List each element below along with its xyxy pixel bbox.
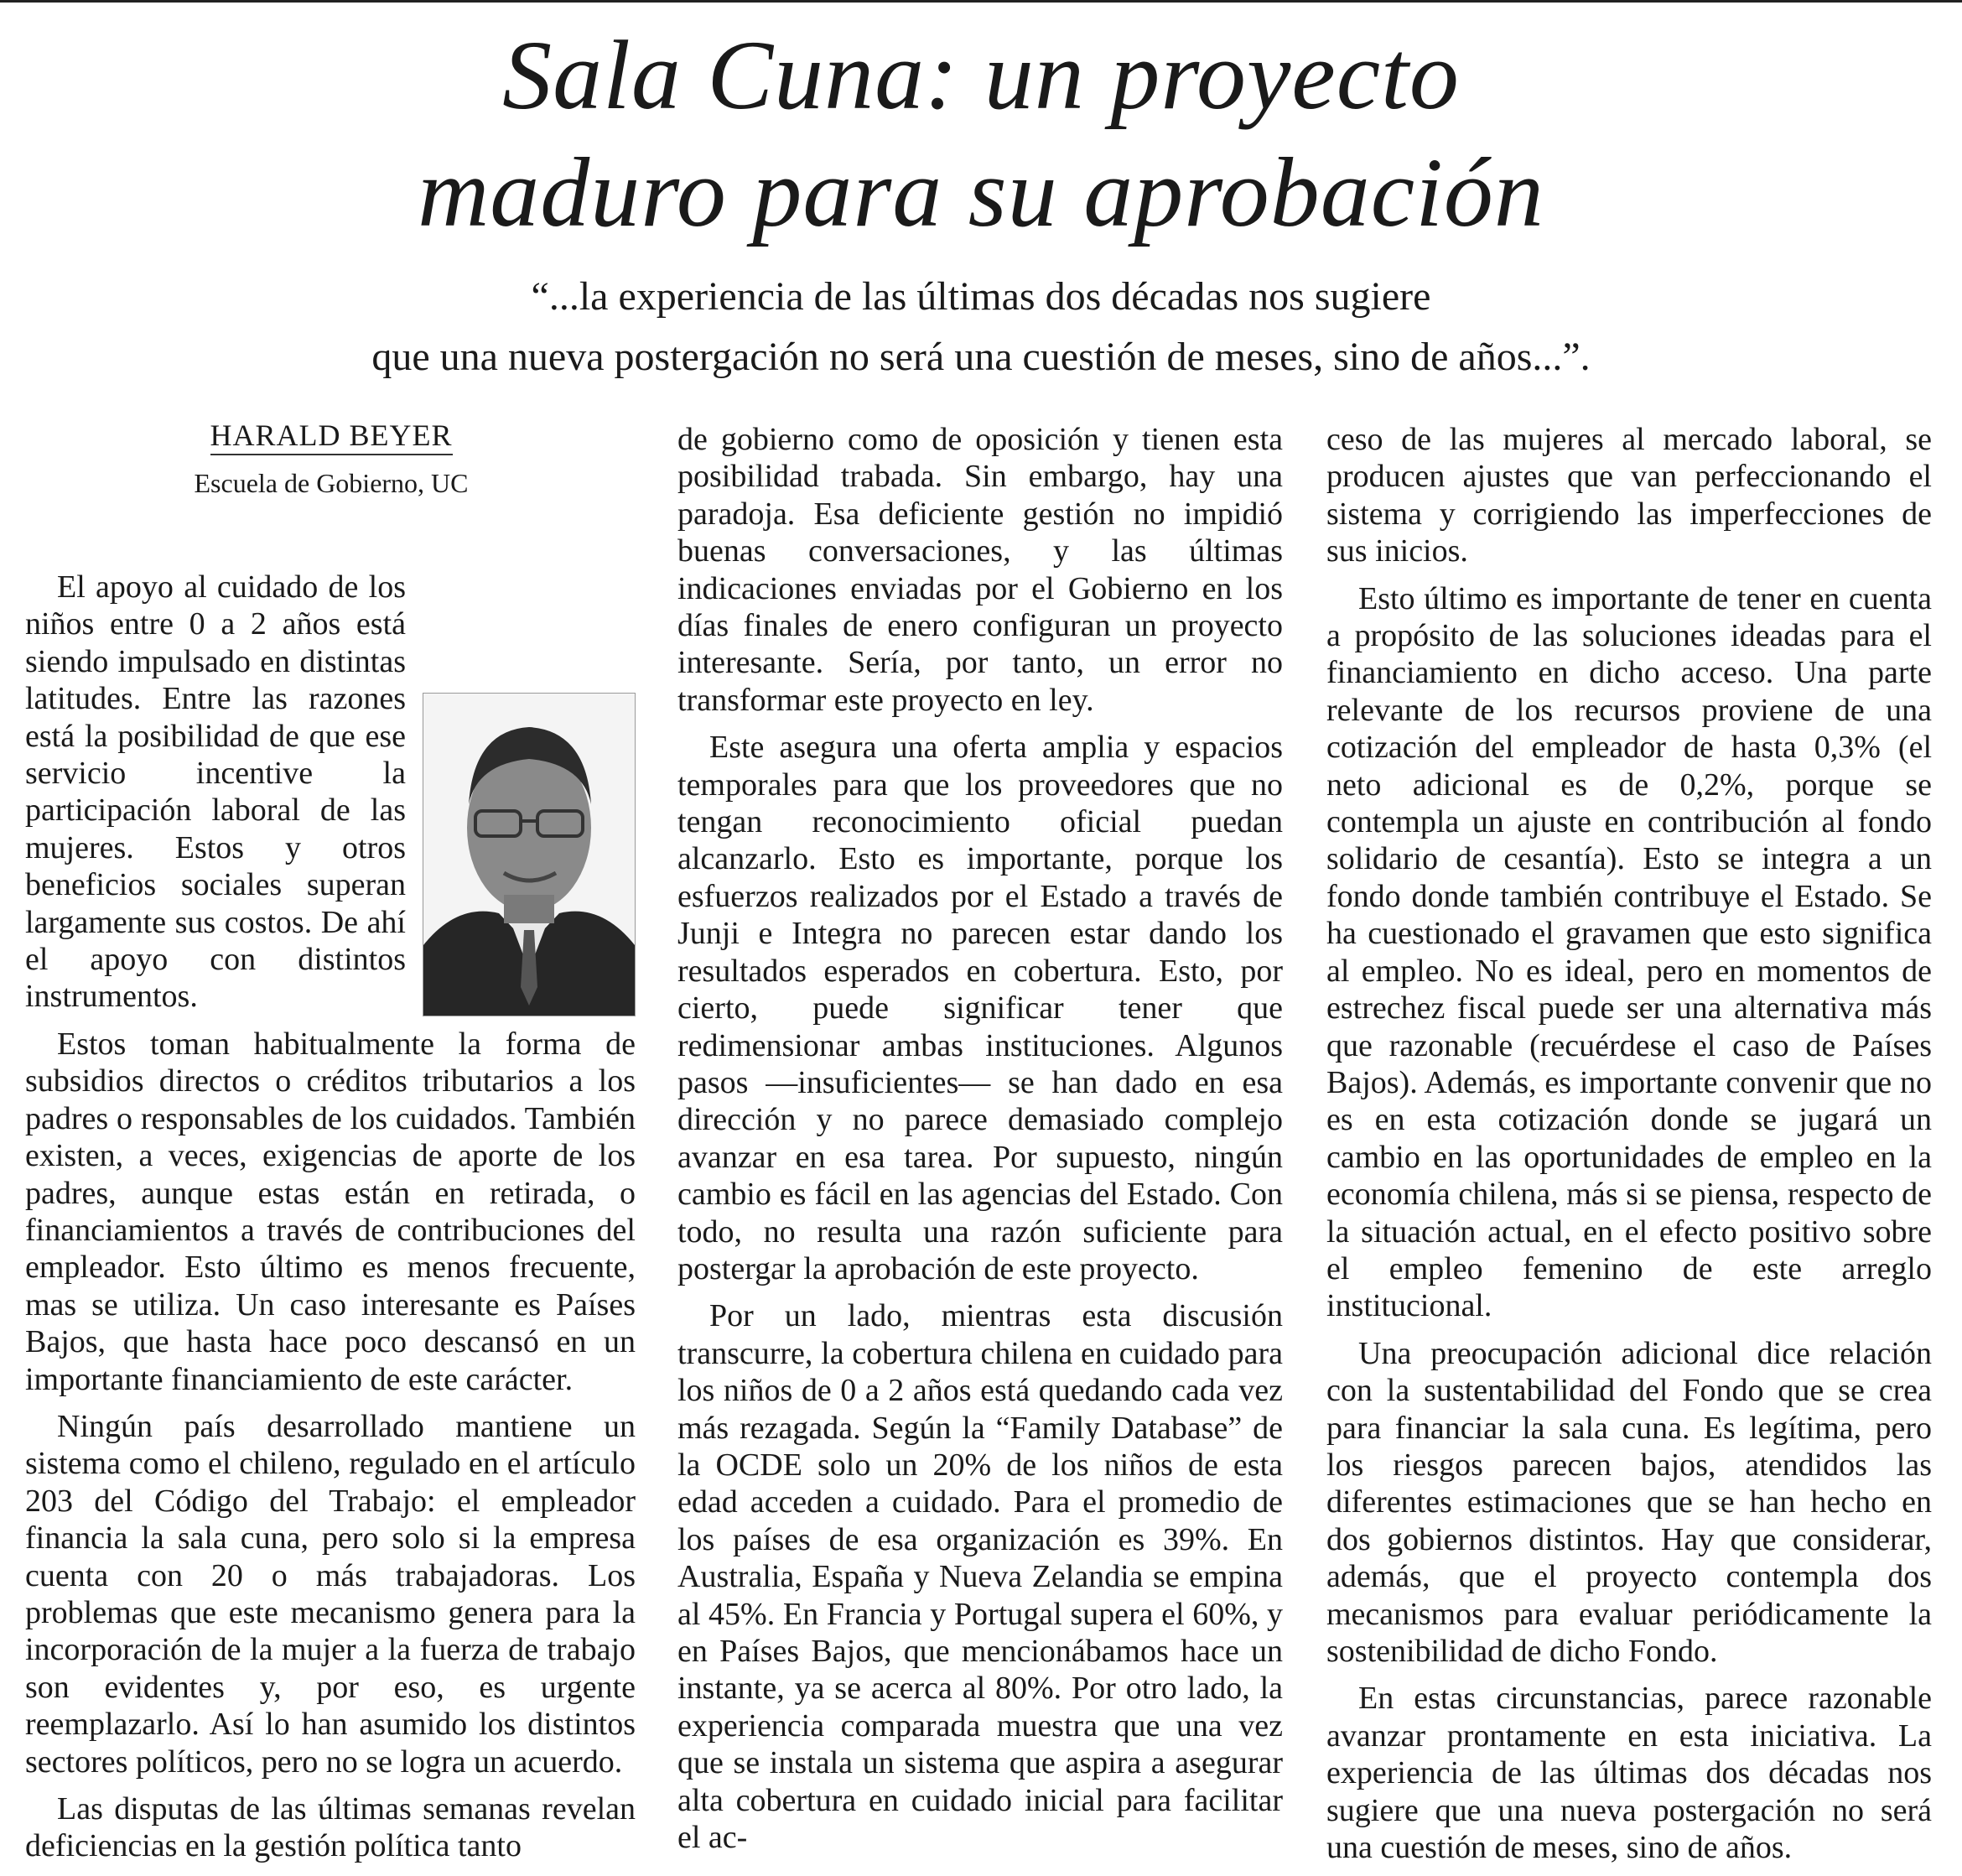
paragraph: El apoyo al cuidado de los niños entre 0 a 2 años está siendo impulsado en distintas latitudes. Entre las razones está la posibilidad de que ese servicio incentive la participación laboral de las mujeres. Estos y otros beneficios sociales superan largamente sus costos. De ahí el apoyo con distintos instrumentos. xyxy=(25,569,406,1015)
paragraph: Por un lado, mientras esta discusión transcurre, la cobertura chilena en cuidado para los niños de 0 a 2 años está quedando cada vez más rezagada. Según la “Family Database” de la OCDE solo un 20% de los niños de esta edad acceden a cuidado. Para el promedio de los países de esa organización es 39%. En Australia, España y Nueva Zelandia se empina al 45%. En Francia y Portugal supera el 60%, y en Países Bajos, que mencionábamos hace un instante, ya se acerca al 80%. Por otro lado, la experiencia comparada muestra que una vez que se instala un sistema que aspira a asegurar alta cobertura en cuidado inicial para facilitar el ac- xyxy=(677,1298,1283,1856)
article-column-2 xyxy=(677,421,1283,1866)
paragraph: ceso de las mujeres al mercado laboral, se producen ajustes que van perfeccionando el sistema y corrigiendo las imperfecciones de sus inicios. xyxy=(1326,422,1932,569)
deck-quote-line-2: que una nueva postergación no será una cuestión de meses, sino de años...”. xyxy=(371,335,1591,379)
paragraph: Estos toman habitualmente la forma de subsidios directos o créditos tributarios a los padres o responsables de los cuidados. También existen, a veces, exigencias de aporte de los padres, aunque estas están en retirada, o financiamientos a través de contribuciones del empleador. Esto último es menos frecuente, mas se utiliza. Un caso interesante es Países Bajos, que hasta hace poco descansó en un importante financiamiento de este carácter. xyxy=(25,1026,636,1397)
headline-line-1: Sala Cuna: un proyecto xyxy=(502,20,1460,130)
author-name: HARALD BEYER xyxy=(210,418,453,455)
author-photo xyxy=(423,693,636,1016)
paragraph: En estas circunstancias, parece razonable avanzar prontamente en esta iniciativa. La experiencia de las últimas dos décadas nos sugiere que una nueva postergación no será una cuestión de meses, sino de años. xyxy=(1326,1681,1932,1866)
headline-line-2: maduro para su aprobación xyxy=(418,138,1544,247)
paragraph: Ningún país desarrollado mantiene un sistema como el chileno, regulado en el artículo 203 del Código del Trabajo: el empleador financia la sala cuna, pero solo si la empresa cuenta con 20 o más trabajadoras. Los problemas que este mecanismo genera para la incorporación de la mujer a la fuerza de trabajo son evidentes y, por eso, es urgente reemplazarlo. Así lo han asumido los distintos sectores políticos, pero no se logra un acuerdo. xyxy=(25,1408,636,1780)
deck-quote-line-1: “...la experiencia de las últimas dos décadas nos sugiere xyxy=(531,274,1431,319)
article-column-1 xyxy=(25,569,636,1875)
article-column-3 xyxy=(1326,421,1932,1876)
author-byline xyxy=(0,418,662,453)
paragraph: Las disputas de las últimas semanas revelan deficiencias en la gestión política tanto xyxy=(25,1791,636,1864)
portrait-image xyxy=(423,694,635,1016)
paragraph: de gobierno como de oposición y tienen esta posibilidad trabada. Sin embargo, hay una paradoja. Esa deficiente gestión no impidió buenas conversaciones, y las últimas indicaciones enviadas por el Gobierno en los días finales de enero configuran un proyecto interesante. Sería, por tanto, un error no transformar este proyecto en ley. xyxy=(677,422,1283,718)
paragraph: Este asegura una oferta amplia y espacios temporales para que los proveedores que no tengan reconocimiento oficial puedan alcanzarlo. Esto es importante, porque los esfuerzos realizados por el Estado a través de Junji e Integra no parecen estar dando los resultados esperados en cobertura. Esto, por cierto, puede significar tener que redimensionar ambas instituciones. Algunos pasos —insuficientes— se han dado en esa dirección y no parece demasiado complejo avanzar en esa tarea. Por supuesto, ningún cambio es fácil en las agencias del Estado. Con todo, no resulta una razón suficiente para postergar la aprobación de este proyecto. xyxy=(677,730,1283,1286)
author-affiliation: Escuela de Gobierno, UC xyxy=(194,468,469,498)
paragraph: Una preocupación adicional dice relación con la sustentabilidad del Fondo que se crea para financiar la sala cuna. Es legítima, pero los riesgos parecen bajos, atendidos las diferentes estimaciones que se han hecho en dos gobiernos distintos. Hay que considerar, además, que el proyecto contempla dos mecanismos para evaluar periódicamente la sostenibilidad de dicho Fondo. xyxy=(1326,1335,1932,1669)
top-rule xyxy=(0,0,1962,3)
paragraph: Esto último es importante de tener en cuenta a propósito de las soluciones ideadas para el financiamiento en dicho acceso. Una parte relevante de los recursos proviene de una cotización del empleador de hasta 0,3% (el neto adicional es de 0,2%, porque se contempla un ajuste en contribución al fondo solidario de cesantía). Esto se integra a un fondo donde también contribuye el Estado. Se ha cuestionado el gravamen que esto significa al empleo. No es ideal, pero en momentos de estrechez fiscal puede ser una alternativa más que razonable (recuérdese el caso de Países Bajos). Además, es importante convenir que no es en esta cotización donde se jugará un cambio en las oportunidades de empleo en la economía chilena, más si se piensa, respecto de la situación actual, en el efecto positivo sobre el empleo femenino de este arreglo institucional. xyxy=(1326,580,1932,1324)
